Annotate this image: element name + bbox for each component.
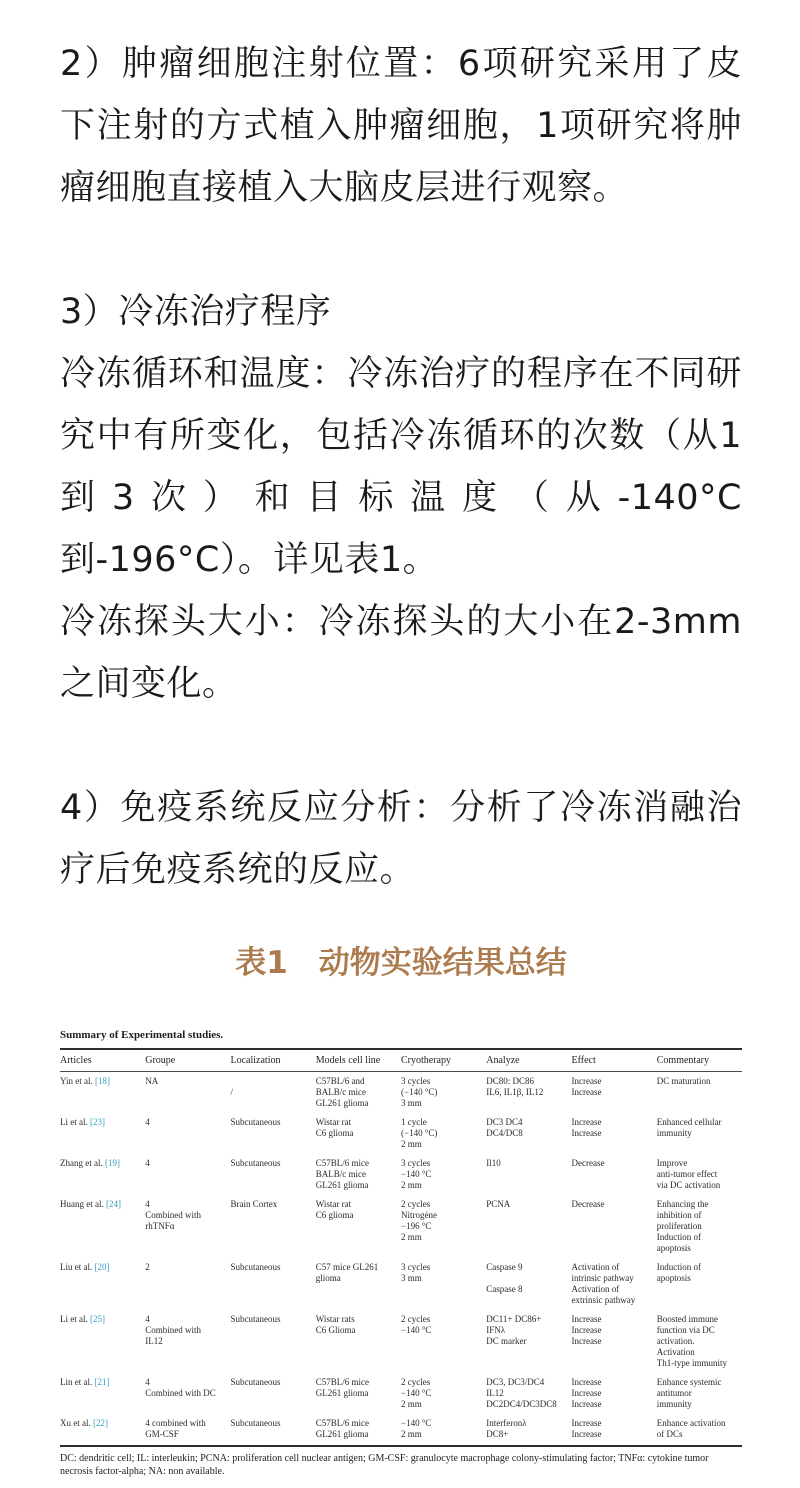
localization-cell — [231, 1258, 316, 1310]
effect-cell — [572, 1113, 657, 1154]
analyze-cell — [486, 1195, 571, 1258]
cell-line: Increase — [571, 1325, 602, 1335]
cell-line: Increase — [571, 1429, 602, 1439]
article-cell — [60, 1310, 145, 1373]
models-cell — [316, 1310, 401, 1373]
groupe-cell — [145, 1113, 230, 1154]
commentary-cell — [657, 1310, 742, 1373]
cell-line: Interferonλ — [486, 1418, 527, 1428]
cell-line: Wistar rat — [315, 1199, 352, 1209]
paragraph-tumor-injection: 2）肿瘤细胞注射位置：6项研究采用了皮下注射的方式植入肿瘤细胞，1项研究将肿瘤细胞直接植入大脑皮层进行观察。 — [60, 44, 742, 208]
cell-line: GM-CSF — [145, 1429, 179, 1439]
cell-line: Decrease — [571, 1158, 605, 1168]
cell-line: DC marker — [486, 1336, 527, 1346]
cell-line: Enhancing the — [656, 1199, 709, 1209]
localization-cell — [231, 1373, 316, 1414]
cell-line: −140 °C — [401, 1418, 432, 1428]
cell-line: IFNλ — [486, 1325, 506, 1335]
cell-line: Increase — [571, 1418, 602, 1428]
analyze-cell — [486, 1373, 571, 1414]
article-cell — [60, 1195, 145, 1258]
cell-line: Enhance systemic — [656, 1377, 722, 1387]
cell-line: Nitrogène — [401, 1210, 437, 1220]
cell-line: 4 combined with — [145, 1418, 206, 1428]
groupe-cell — [145, 1195, 230, 1258]
cell-line: Boosted immune — [656, 1314, 718, 1324]
cell-line: Subcutaneous — [230, 1158, 281, 1168]
cell-line: extrinsic pathway — [571, 1295, 636, 1305]
cryotherapy-cell — [401, 1113, 486, 1154]
cell-line: Wistar rats — [315, 1314, 355, 1324]
cell-line: intrinsic pathway — [571, 1273, 634, 1283]
cell-line: inhibition of — [656, 1210, 702, 1220]
article-cell — [60, 1072, 145, 1114]
table-title: 表1 动物实验结果总结 — [235, 945, 567, 981]
cryotherapy-cell — [401, 1414, 486, 1444]
cell-line: −140 °C — [401, 1388, 432, 1398]
analyze-cell — [486, 1154, 571, 1195]
groupe-cell — [145, 1373, 230, 1414]
cell-line: apoptosis — [656, 1273, 691, 1283]
citation-ref[interactable]: [20] — [94, 1262, 110, 1272]
article-name: Lin et al. — [60, 1377, 95, 1387]
table-caption: Summary of Experimental studies. — [60, 1029, 224, 1041]
cell-line: C57BL/6 and — [315, 1076, 365, 1086]
cell-line: DC11+ DC86+ — [486, 1314, 542, 1324]
commentary-cell — [657, 1072, 742, 1114]
cell-line: (−140 °C) — [401, 1087, 438, 1097]
cell-line: Increase — [571, 1336, 602, 1346]
article-name: Huang et al. — [60, 1199, 106, 1209]
commentary-cell — [657, 1258, 742, 1310]
article-cell — [60, 1414, 145, 1444]
cell-line: 2 mm — [401, 1180, 422, 1190]
cell-line: BALB/c mice — [315, 1169, 366, 1179]
cell-line: Induction of — [656, 1232, 701, 1242]
cell-line: immunity — [656, 1399, 692, 1409]
models-cell — [316, 1113, 401, 1154]
cell-line: Increase — [571, 1314, 602, 1324]
cell-line: Increase — [571, 1117, 602, 1127]
cell-line: 2 mm — [401, 1139, 422, 1149]
cell-line: 2 mm — [401, 1399, 422, 1409]
citation-ref[interactable]: [18] — [95, 1076, 110, 1086]
localization-cell — [231, 1072, 316, 1114]
table-row — [60, 1154, 742, 1195]
cell-line: activation. — [656, 1336, 695, 1346]
table-row — [60, 1072, 742, 1114]
cell-line: C6 glioma — [315, 1210, 354, 1220]
cell-line: DC8+ — [486, 1429, 509, 1439]
cell-line: 3 cycles — [401, 1158, 431, 1168]
localization-cell — [231, 1154, 316, 1195]
column-header-localization: Localization — [231, 1049, 316, 1072]
cell-line: proliferation — [656, 1221, 702, 1231]
cell-line: Increase — [571, 1087, 602, 1097]
analyze-cell — [486, 1258, 571, 1310]
cell-line: C57BL/6 mice — [315, 1418, 369, 1428]
cryotherapy-cell — [401, 1258, 486, 1310]
results-table-body — [60, 1072, 742, 1445]
cell-line: Combined with — [145, 1210, 201, 1220]
cell-line: DC80: DC86 — [486, 1076, 535, 1086]
cell-line: BALB/c mice — [315, 1087, 366, 1097]
cell-line: Subcutaneous — [230, 1314, 281, 1324]
article-name: Zhang et al. — [60, 1158, 105, 1168]
groupe-cell — [145, 1414, 230, 1444]
effect-cell — [572, 1414, 657, 1444]
cryotherapy-cell — [401, 1195, 486, 1258]
table-footnote: DC: dendritic cell; IL: interleukin; PCNA: proliferation cell nuclear antigen; GM-CSF: granulocyte macrophage colony-stimulating factor; TNFα: cytokine tumor necrosis factor-alpha; NA: non available. — [60, 1445, 742, 1478]
commentary-cell — [657, 1414, 742, 1444]
article-cell — [60, 1373, 145, 1414]
cryotherapy-cell — [401, 1310, 486, 1373]
cell-line: GL261 glioma — [315, 1180, 369, 1190]
cell-line: 2 mm — [401, 1232, 422, 1242]
groupe-cell — [145, 1310, 230, 1373]
column-header-cryotherapy: Cryotherapy — [401, 1049, 486, 1072]
analyze-cell — [486, 1310, 571, 1373]
results-table-figure — [60, 1029, 742, 1478]
cell-line: DC2DC4/DC3DC8 — [486, 1399, 557, 1409]
cell-line: C57BL/6 mice — [315, 1377, 369, 1387]
cell-line: Enhance activation — [656, 1418, 726, 1428]
groupe-cell — [145, 1154, 230, 1195]
cell-line: Increase — [571, 1388, 602, 1398]
cell-line: immunity — [656, 1128, 692, 1138]
cell-line: IL12 — [145, 1336, 163, 1346]
cell-line: −196 °C — [401, 1221, 432, 1231]
cell-line: C57 mice GL261 — [315, 1262, 379, 1272]
models-cell — [316, 1258, 401, 1310]
article-name: Xu et al. — [60, 1418, 93, 1428]
cell-line: Increase — [571, 1399, 602, 1409]
results-table-head — [60, 1049, 742, 1072]
cell-line: 1 cycle — [401, 1117, 427, 1127]
analyze-cell — [486, 1113, 571, 1154]
commentary-cell — [657, 1373, 742, 1414]
cell-line: Combined with DC — [145, 1388, 216, 1398]
article-name: Liu et al. — [60, 1262, 95, 1272]
cryotherapy-cell — [401, 1154, 486, 1195]
cell-line: 2 mm — [401, 1429, 422, 1439]
cell-line: IL6, IL1β, IL12 — [486, 1087, 544, 1097]
table-row — [60, 1258, 742, 1310]
cell-line: of DCs — [656, 1429, 683, 1439]
cell-line: 4 — [145, 1117, 150, 1127]
citation-ref[interactable]: [23] — [90, 1117, 105, 1127]
article-cell — [60, 1113, 145, 1154]
cryotherapy-cell — [401, 1072, 486, 1114]
article-name: Li et al. — [60, 1314, 90, 1324]
column-header-analyze: Analyze — [486, 1049, 571, 1072]
cell-line: GL261 glioma — [315, 1098, 369, 1108]
cell-line — [486, 1273, 568, 1284]
cell-line: Increase — [571, 1377, 602, 1387]
citation-ref[interactable]: [21] — [94, 1377, 110, 1387]
column-header-commentary: Commentary — [657, 1049, 742, 1072]
models-cell — [316, 1373, 401, 1414]
cell-line: apoptosis — [656, 1243, 691, 1253]
cell-line: rhTNFα — [145, 1221, 175, 1231]
header-row — [60, 1049, 742, 1072]
commentary-cell — [657, 1113, 742, 1154]
analyze-cell — [486, 1414, 571, 1444]
paragraph-probe-size: 冷冻探头大小：冷冻探头的大小在2-3mm之间变化。 — [60, 602, 742, 704]
cell-line: Combined with — [145, 1325, 201, 1335]
cell-line: GL261 glioma — [315, 1388, 369, 1398]
cell-line: Activation of — [571, 1284, 620, 1294]
column-header-models-cell-line: Models cell line — [316, 1049, 401, 1072]
cell-line: 2 cycles — [401, 1199, 431, 1209]
cell-line: C6 Glioma — [315, 1325, 356, 1335]
article-name: Yin et al. — [60, 1076, 95, 1086]
effect-cell — [572, 1373, 657, 1414]
cell-line: PCNA — [486, 1199, 511, 1209]
cell-line: Decrease — [571, 1199, 605, 1209]
cell-line: Increase — [571, 1076, 602, 1086]
cryotherapy-cell — [401, 1373, 486, 1414]
cell-line: glioma — [315, 1273, 341, 1283]
cell-line — [231, 1076, 313, 1087]
cell-line: 3 mm — [401, 1098, 422, 1108]
effect-cell — [572, 1195, 657, 1258]
cell-line: Wistar rat — [315, 1117, 352, 1127]
cell-line: Il10 — [486, 1158, 501, 1168]
localization-cell — [231, 1310, 316, 1373]
citation-ref[interactable]: [22] — [93, 1418, 108, 1428]
effect-cell — [572, 1310, 657, 1373]
column-header-effect: Effect — [572, 1049, 657, 1072]
cell-line: DC3, DC3/DC4 — [486, 1377, 545, 1387]
cell-line: C6 glioma — [315, 1128, 354, 1138]
citation-ref[interactable]: [19] — [104, 1158, 120, 1168]
column-header-articles: Articles — [60, 1049, 145, 1072]
cell-line: C57BL/6 mice — [315, 1158, 369, 1168]
table-row — [60, 1113, 742, 1154]
table-row — [60, 1310, 742, 1373]
column-header-groupe: Groupe — [145, 1049, 230, 1072]
table-row — [60, 1195, 742, 1258]
cell-line: −140 °C — [401, 1325, 432, 1335]
cell-line: Caspase 9 — [486, 1262, 523, 1272]
cell-line: via DC activation — [656, 1180, 721, 1190]
models-cell — [316, 1414, 401, 1444]
models-cell — [316, 1072, 401, 1114]
cell-line: 2 cycles — [401, 1377, 431, 1387]
analyze-cell — [486, 1072, 571, 1114]
commentary-cell — [657, 1195, 742, 1258]
models-cell — [316, 1195, 401, 1258]
cell-line: 3 cycles — [401, 1076, 431, 1086]
cell-line: Subcutaneous — [230, 1418, 281, 1428]
cell-line: antitumor — [656, 1388, 692, 1398]
cell-line: NA — [145, 1076, 159, 1086]
cell-line: Induction of — [656, 1262, 701, 1272]
citation-ref[interactable]: [24] — [105, 1199, 121, 1209]
heading-cryotherapy-procedure: 3）冷冻治疗程序 — [60, 292, 332, 332]
cell-line: 2 — [145, 1262, 150, 1272]
results-table — [60, 1048, 742, 1444]
cell-line: GL261 glioma — [315, 1429, 369, 1439]
localization-cell — [231, 1414, 316, 1444]
cell-line: function via DC — [656, 1325, 715, 1335]
cell-line: Th1-type immunity — [656, 1358, 727, 1368]
models-cell — [316, 1154, 401, 1195]
groupe-cell — [145, 1072, 230, 1114]
effect-cell — [572, 1258, 657, 1310]
cell-line: Subcutaneous — [230, 1262, 281, 1272]
cell-line: Improve — [656, 1158, 688, 1168]
cell-line: DC4/DC8 — [486, 1128, 523, 1138]
citation-ref[interactable]: [25] — [90, 1314, 105, 1324]
paragraph-immune-analysis: 4）免疫系统反应分析：分析了冷冻消融治疗后免疫系统的反应。 — [60, 788, 742, 890]
table-row — [60, 1373, 742, 1414]
cell-line: Subcutaneous — [230, 1377, 281, 1387]
cell-line: −140 °C — [401, 1169, 432, 1179]
cell-line: Increase — [571, 1128, 602, 1138]
cell-line: 4 — [145, 1377, 150, 1387]
groupe-cell — [145, 1258, 230, 1310]
cell-line: 3 cycles — [401, 1262, 431, 1272]
cell-line: anti-tumor effect — [656, 1169, 718, 1179]
cell-line: 4 — [145, 1314, 150, 1324]
paragraph-freeze-cycles: 冷冻循环和温度：冷冻治疗的程序在不同研究中有所变化，包括冷冻循环的次数（从1到3次）和目标温度（从-140°C到-196°C）。详见表1。 — [60, 354, 742, 580]
article-name: Li et al. — [60, 1117, 90, 1127]
localization-cell — [231, 1195, 316, 1258]
cell-line: Activation of — [571, 1262, 620, 1272]
effect-cell — [572, 1154, 657, 1195]
cell-line: Enhanced cellular — [656, 1117, 722, 1127]
cell-line: IL12 — [486, 1388, 504, 1398]
effect-cell — [572, 1072, 657, 1114]
cell-line: 4 — [145, 1199, 150, 1209]
localization-cell — [231, 1113, 316, 1154]
cell-line: 3 mm — [401, 1273, 422, 1283]
cell-line: DC3 DC4 — [486, 1117, 523, 1127]
article-cell — [60, 1154, 145, 1195]
cell-line: Subcutaneous — [230, 1117, 281, 1127]
cell-line: DC maturation — [656, 1076, 711, 1086]
cell-line: 4 — [145, 1158, 150, 1168]
cell-line: Activation — [656, 1347, 695, 1357]
table-row — [60, 1414, 742, 1444]
cell-line: 2 cycles — [401, 1314, 431, 1324]
cell-line: Brain Cortex — [230, 1199, 278, 1209]
cell-line: (−140 °C) — [401, 1128, 438, 1138]
article-cell — [60, 1258, 145, 1310]
cell-line: Caspase 8 — [486, 1284, 523, 1294]
commentary-cell — [657, 1154, 742, 1195]
cell-line: / — [230, 1087, 234, 1097]
